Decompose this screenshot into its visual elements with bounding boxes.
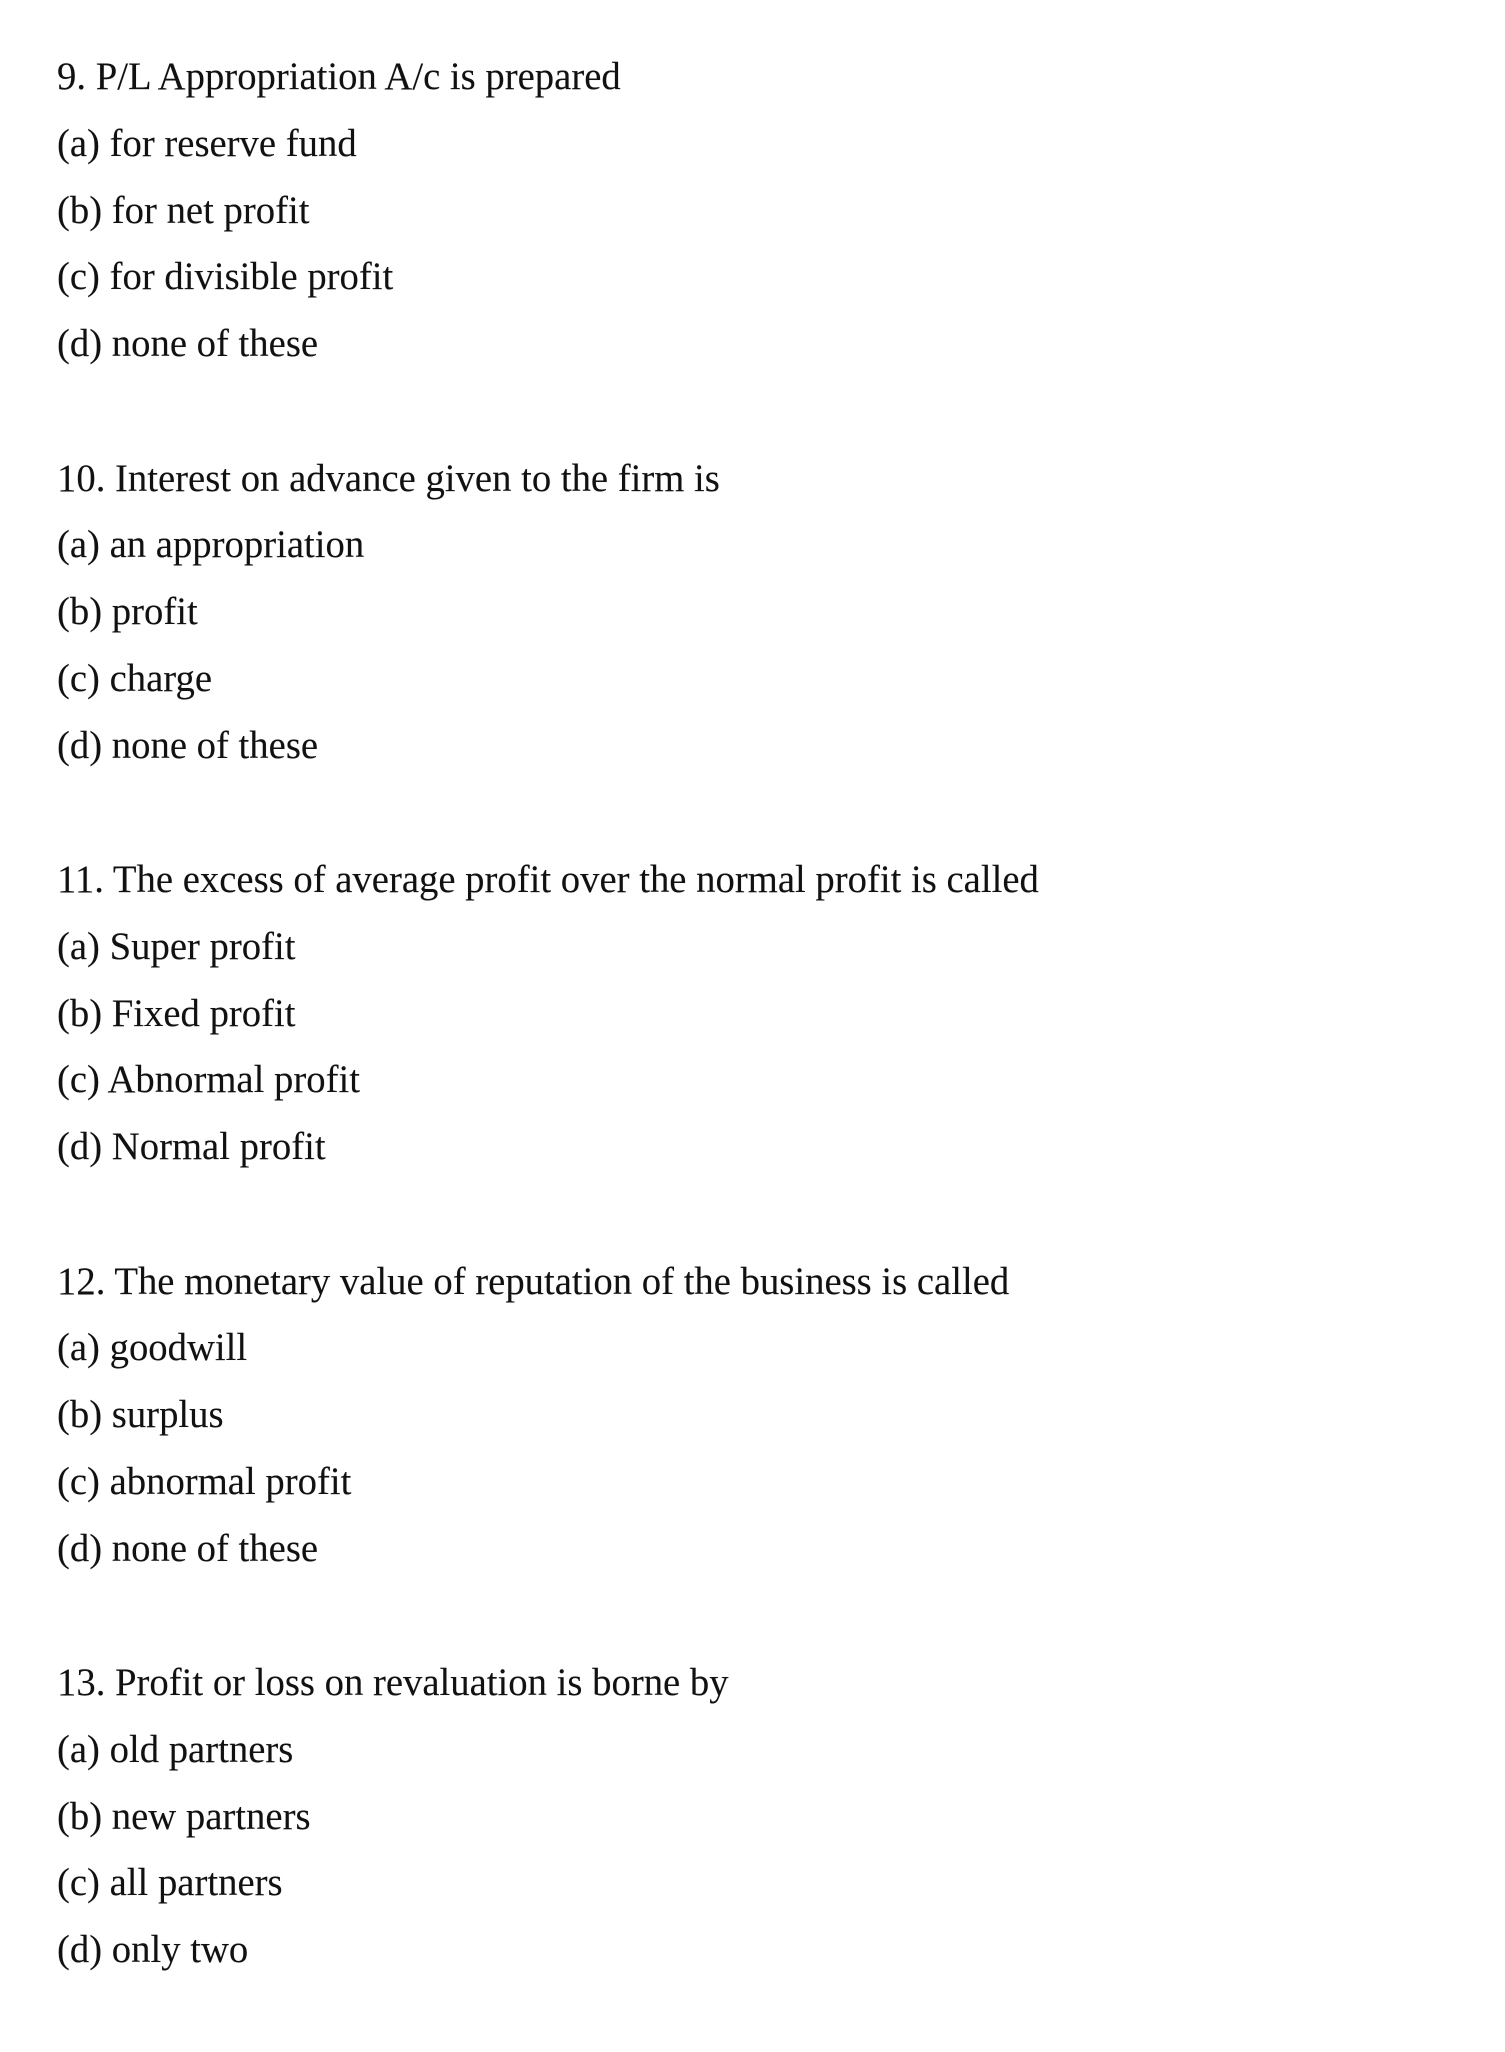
option-c: (c) abnormal profit [57, 1460, 352, 1503]
option-a: (a) old partners [57, 1728, 294, 1771]
option-d: (d) none of these [57, 1527, 319, 1570]
option-b: (b) surplus [57, 1394, 224, 1437]
option-d: (d) Normal profit [57, 1126, 326, 1169]
question-block-10 [57, 446, 1505, 848]
option-d: (d) only two [57, 1929, 249, 1972]
option-c: (c) for divisible profit [57, 256, 394, 299]
question-block-12 [57, 1249, 1505, 1651]
mcq-document [57, 44, 1505, 2052]
question-text: 11. The excess of average profit over the normal profit is called [57, 859, 1039, 901]
option-b: (b) Fixed profit [57, 992, 296, 1035]
question-block-11 [57, 847, 1505, 1249]
option-c: (c) all partners [57, 1862, 283, 1905]
question-block-13 [57, 1650, 1505, 2052]
option-c: (c) Abnormal profit [57, 1059, 360, 1102]
option-a: (a) Super profit [57, 925, 296, 968]
question-text: 9. P/L Appropriation A/c is prepared [57, 56, 621, 98]
option-a: (a) an appropriation [57, 524, 365, 567]
option-b: (b) new partners [57, 1795, 311, 1838]
question-text: 13. Profit or loss on revaluation is borne by [57, 1662, 729, 1704]
question-text: 12. The monetary value of reputation of the business is called [57, 1260, 1010, 1303]
option-d: (d) none of these [57, 724, 319, 767]
option-b: (b) for net profit [57, 189, 310, 232]
option-d: (d) none of these [57, 323, 319, 366]
question-block-9 [57, 44, 1505, 446]
option-b: (b) profit [57, 591, 198, 634]
option-c: (c) charge [57, 657, 212, 700]
question-text: 10. Interest on advance given to the firm is [57, 457, 720, 500]
option-a: (a) goodwill [57, 1327, 248, 1370]
option-a: (a) for reserve fund [57, 122, 357, 165]
